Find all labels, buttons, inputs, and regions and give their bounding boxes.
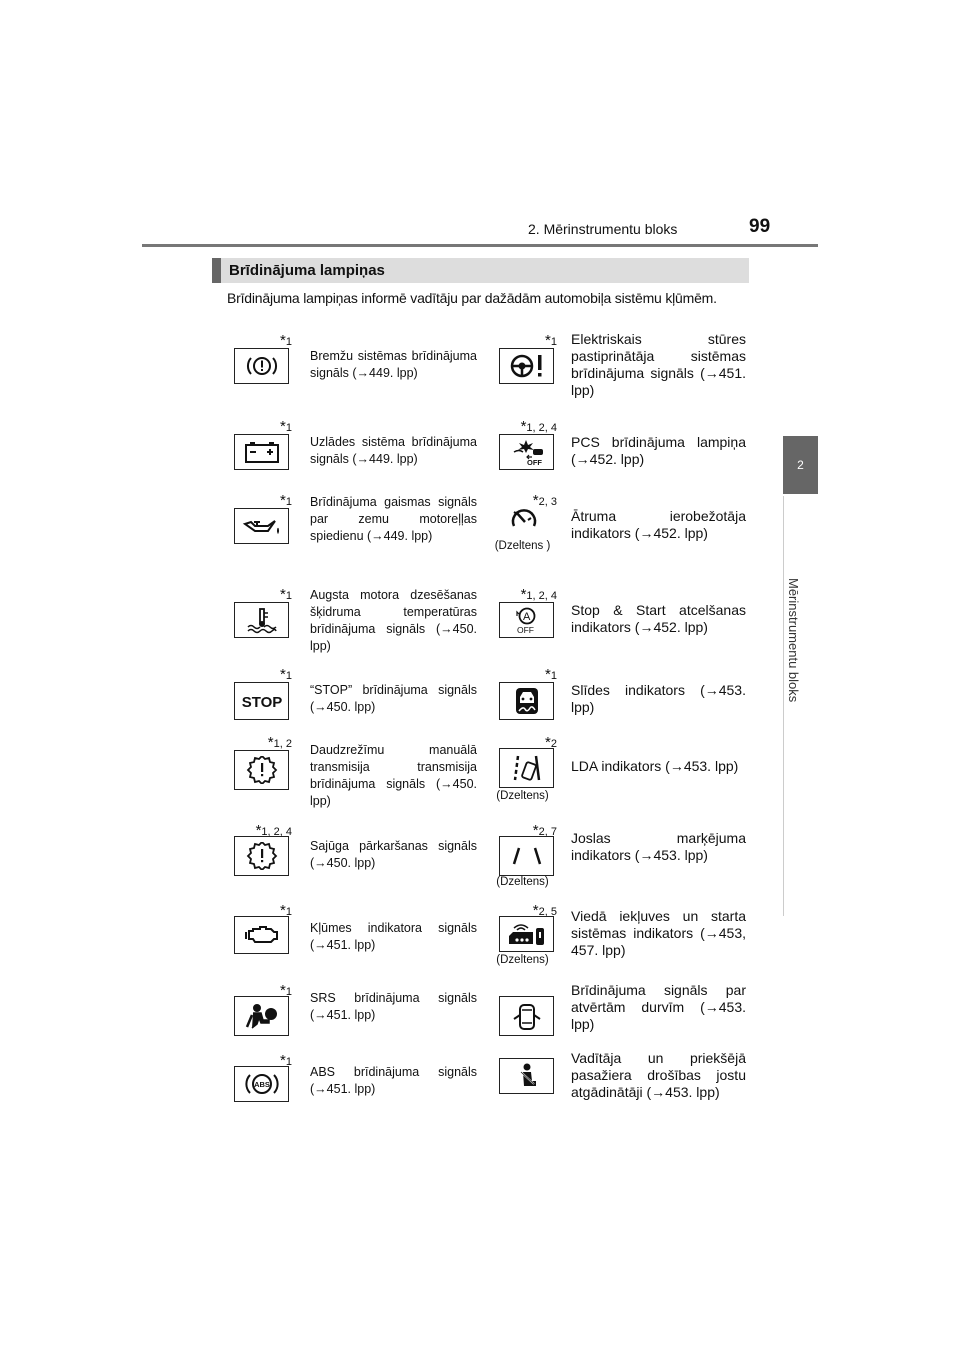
power-steering-warning-icon — [499, 348, 554, 384]
warning-item — [492, 412, 752, 490]
warning-description: Viedā iekļuves un starta sistēmas indikators (→453, 457. lpp) — [571, 908, 746, 958]
warning-description: Vadītāja un priekšējā pasažiera drošības jostu atgādinātāji (→453. lpp) — [571, 1050, 746, 1100]
warning-item — [492, 660, 752, 738]
transmission-warning-icon — [234, 750, 289, 790]
lane-marking-icon — [499, 836, 554, 876]
color-note: (Dzeltens) — [496, 876, 549, 888]
chapter-tab: 2 — [783, 436, 818, 494]
brake-warning-icon — [234, 348, 289, 384]
warning-description: Elektriskais stūres pastiprinātāja sistēmas brīdinājuma signāls (→451. lpp) — [571, 331, 746, 398]
header-divider — [142, 244, 818, 247]
page-number: 99 — [749, 216, 771, 237]
warning-description: SRS brīdinājuma signāls (→451. lpp) — [310, 991, 477, 1022]
warning-item — [227, 816, 482, 894]
chapter-title: 2. Mērinstrumentu bloks — [528, 221, 678, 237]
check-engine-icon — [234, 916, 289, 954]
stop-start-off-icon — [499, 602, 554, 638]
oil-pressure-icon — [234, 508, 289, 544]
warning-description: LDA indikators (→453. lpp) — [571, 758, 739, 774]
warning-description: Brīdinājuma signāls par atvērtām durvīm (→453. lpp) — [571, 982, 746, 1032]
smart-entry-icon — [499, 916, 554, 952]
warning-description: “STOP” brīdinājuma signāls (→450. lpp) — [310, 683, 477, 714]
warning-row — [227, 1046, 752, 1124]
footnote-marker: *1, 2 — [267, 734, 292, 751]
color-note: (Dzeltens) — [496, 954, 549, 966]
footnote-marker: *1, 2, 4 — [520, 586, 557, 603]
footnote-marker: *2, 5 — [532, 902, 557, 919]
off-label: OFF — [516, 625, 534, 634]
warning-row — [227, 326, 752, 404]
warning-item — [227, 486, 482, 564]
speed-limiter-icon — [499, 500, 549, 536]
warning-description: Bremžu sistēmas brīdinājuma signāls (→449. lpp) — [310, 349, 477, 380]
warning-description: Augsta motora dzesēšanas šķidruma temperatūras brīdinājuma signāls (→450. lpp) — [310, 588, 477, 653]
warning-row — [227, 660, 752, 738]
footnote-marker: *1 — [280, 666, 292, 683]
warning-row — [227, 896, 752, 974]
section-intro: Brīdinājuma lampiņas informē vadītāju par dažādām automobiļa sistēmu kļūmēm. — [227, 290, 717, 306]
footnote-marker: *1 — [280, 492, 292, 509]
warning-description: Daudzrežīmu manuālā transmisija transmisija brīdinājuma signāls (→450. lpp) — [310, 743, 477, 808]
coolant-temperature-icon — [234, 602, 289, 638]
warning-item — [492, 976, 752, 1054]
footnote-marker: *1 — [280, 902, 292, 919]
warning-row — [227, 486, 752, 564]
footnote-marker: *1 — [545, 666, 557, 683]
warning-item — [492, 1046, 752, 1124]
footnote-marker: *1 — [280, 332, 292, 349]
speed-a-label: A — [522, 611, 530, 623]
warning-item — [492, 728, 752, 806]
footnote-marker: *2 — [545, 734, 557, 751]
footnote-marker: *1 — [545, 332, 557, 349]
clutch-overheat-icon — [234, 836, 289, 876]
footnote-marker: *1 — [280, 586, 292, 603]
warning-item — [227, 660, 482, 738]
warning-item — [227, 728, 482, 806]
warning-description: Sajūga pārkaršanas signāls (→450. lpp) — [310, 839, 477, 870]
warning-item — [227, 326, 482, 404]
abs-warning-icon — [234, 1066, 289, 1102]
seatbelt-reminder-icon — [499, 1058, 554, 1094]
warning-item — [227, 580, 482, 658]
stop-label: STOP — [241, 694, 282, 711]
slip-indicator-icon — [499, 682, 554, 720]
color-note: (Dzeltens ) — [494, 540, 551, 552]
warning-description: Brīdinājuma gaismas signāls par zemu motoreļļas spiedienu (→449. lpp) — [310, 495, 477, 543]
footnote-marker: *1, 2, 4 — [520, 418, 557, 435]
warning-item — [492, 580, 752, 658]
warning-description: Ātruma ierobežotāja indikators (→452. lpp) — [571, 508, 746, 541]
warning-item — [227, 1046, 482, 1124]
warning-description: Joslas marķējuma indikators (→453. lpp) — [571, 830, 746, 863]
warning-description: Uzlādes sistēma brīdinājuma signāls (→449. lpp) — [310, 435, 477, 466]
battery-charging-icon — [234, 434, 289, 470]
srs-airbag-icon — [234, 996, 289, 1036]
warning-item — [492, 816, 752, 894]
warning-description: Kļūmes indikatora signāls (→451. lpp) — [310, 921, 477, 952]
warning-item — [227, 896, 482, 974]
footnote-marker: *1 — [280, 982, 292, 999]
footnote-marker: *1 — [280, 1052, 292, 1069]
footnote-marker: *1 — [280, 418, 292, 435]
stop-text-icon — [234, 682, 289, 720]
abs-label: ABS — [253, 1080, 270, 1089]
warning-item — [227, 412, 482, 490]
warning-description: Slīdes indikators (→453. lpp) — [571, 682, 746, 715]
warning-row — [227, 976, 752, 1054]
warning-item — [492, 896, 752, 974]
warning-item — [227, 976, 482, 1054]
warning-description: Stop & Start atcelšanas indikators (→452. lpp) — [571, 602, 746, 635]
section-title: Brīdinājuma lampiņas — [212, 258, 749, 283]
warning-item — [492, 326, 752, 404]
footnote-marker: *2, 3 — [532, 492, 557, 509]
chapter-side-label: Mērinstrumentu bloks — [786, 578, 801, 703]
color-note: (Dzeltens) — [496, 790, 549, 802]
warning-row — [227, 580, 752, 658]
warning-row — [227, 816, 752, 894]
lda-icon — [499, 748, 554, 788]
side-divider — [783, 496, 818, 916]
warning-row — [227, 728, 752, 806]
footnote-marker: *2, 7 — [532, 822, 557, 839]
warning-item — [492, 486, 752, 564]
warning-description: ABS brīdinājuma signāls (→451. lpp) — [310, 1065, 477, 1096]
pcs-off-icon — [499, 434, 554, 470]
footnote-marker: *1, 2, 4 — [255, 822, 292, 839]
warning-description: PCS brīdinājuma lampiņa (→452. lpp) — [571, 434, 746, 467]
warning-row — [227, 412, 752, 490]
off-label: OFF — [526, 458, 542, 466]
open-door-icon — [499, 996, 554, 1036]
